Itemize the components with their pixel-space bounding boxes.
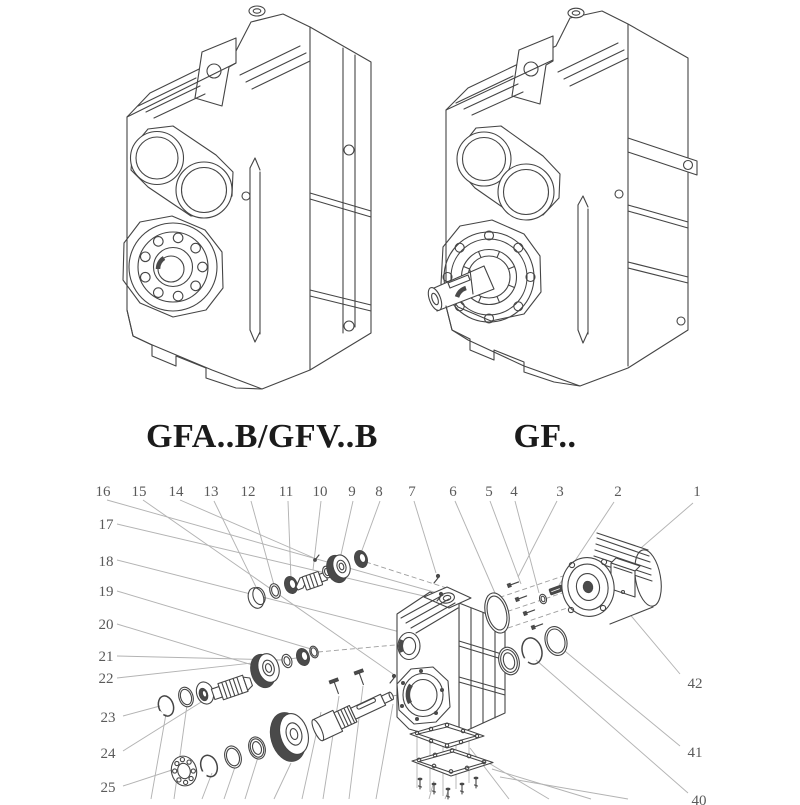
callout-40-partial: 40 (691, 793, 707, 805)
output-seal-rings (496, 624, 571, 677)
callout-7: 7 (408, 484, 416, 500)
callout-9: 9 (348, 484, 356, 500)
callout-4: 4 (510, 484, 518, 500)
callout-19: 19 (98, 584, 114, 600)
callout-21: 21 (98, 649, 114, 665)
exploded-parts-view (96, 484, 707, 805)
callout-17: 17 (98, 517, 114, 533)
callout-24: 24 (100, 746, 116, 762)
callout-6: 6 (449, 484, 457, 500)
callout-23: 23 (100, 710, 116, 726)
intermediate-shaft-parts (156, 645, 320, 718)
callout-16: 16 (95, 484, 111, 500)
callout-15: 15 (131, 484, 147, 500)
callout-20: 20 (98, 617, 114, 633)
callout-5: 5 (485, 484, 493, 500)
callout-18: 18 (98, 554, 114, 570)
callout-41: 41 (687, 745, 703, 761)
callout-11: 11 (278, 484, 294, 500)
callout-2: 2 (614, 484, 622, 500)
callout-1: 1 (693, 484, 701, 500)
right-model-title: GF.. (513, 418, 577, 455)
motor (557, 533, 665, 624)
callout-22: 22 (98, 671, 114, 687)
callout-12: 12 (240, 484, 256, 500)
callout-14: 14 (168, 484, 184, 500)
gf-gearbox-drawing (426, 8, 697, 386)
callout-42: 42 (687, 676, 703, 692)
callout-3: 3 (556, 484, 564, 500)
bottom-cover-parts (410, 723, 493, 799)
callout-10: 10 (312, 484, 328, 500)
input-shaft-parts (246, 549, 370, 611)
callout-25: 25 (100, 780, 116, 796)
callout-13: 13 (203, 484, 219, 500)
callout-8: 8 (375, 484, 383, 500)
flange-bolts (507, 580, 571, 630)
gfa-gfv-gearbox-drawing (123, 6, 371, 389)
left-model-title: GFA..B/GFV..B (146, 418, 378, 455)
